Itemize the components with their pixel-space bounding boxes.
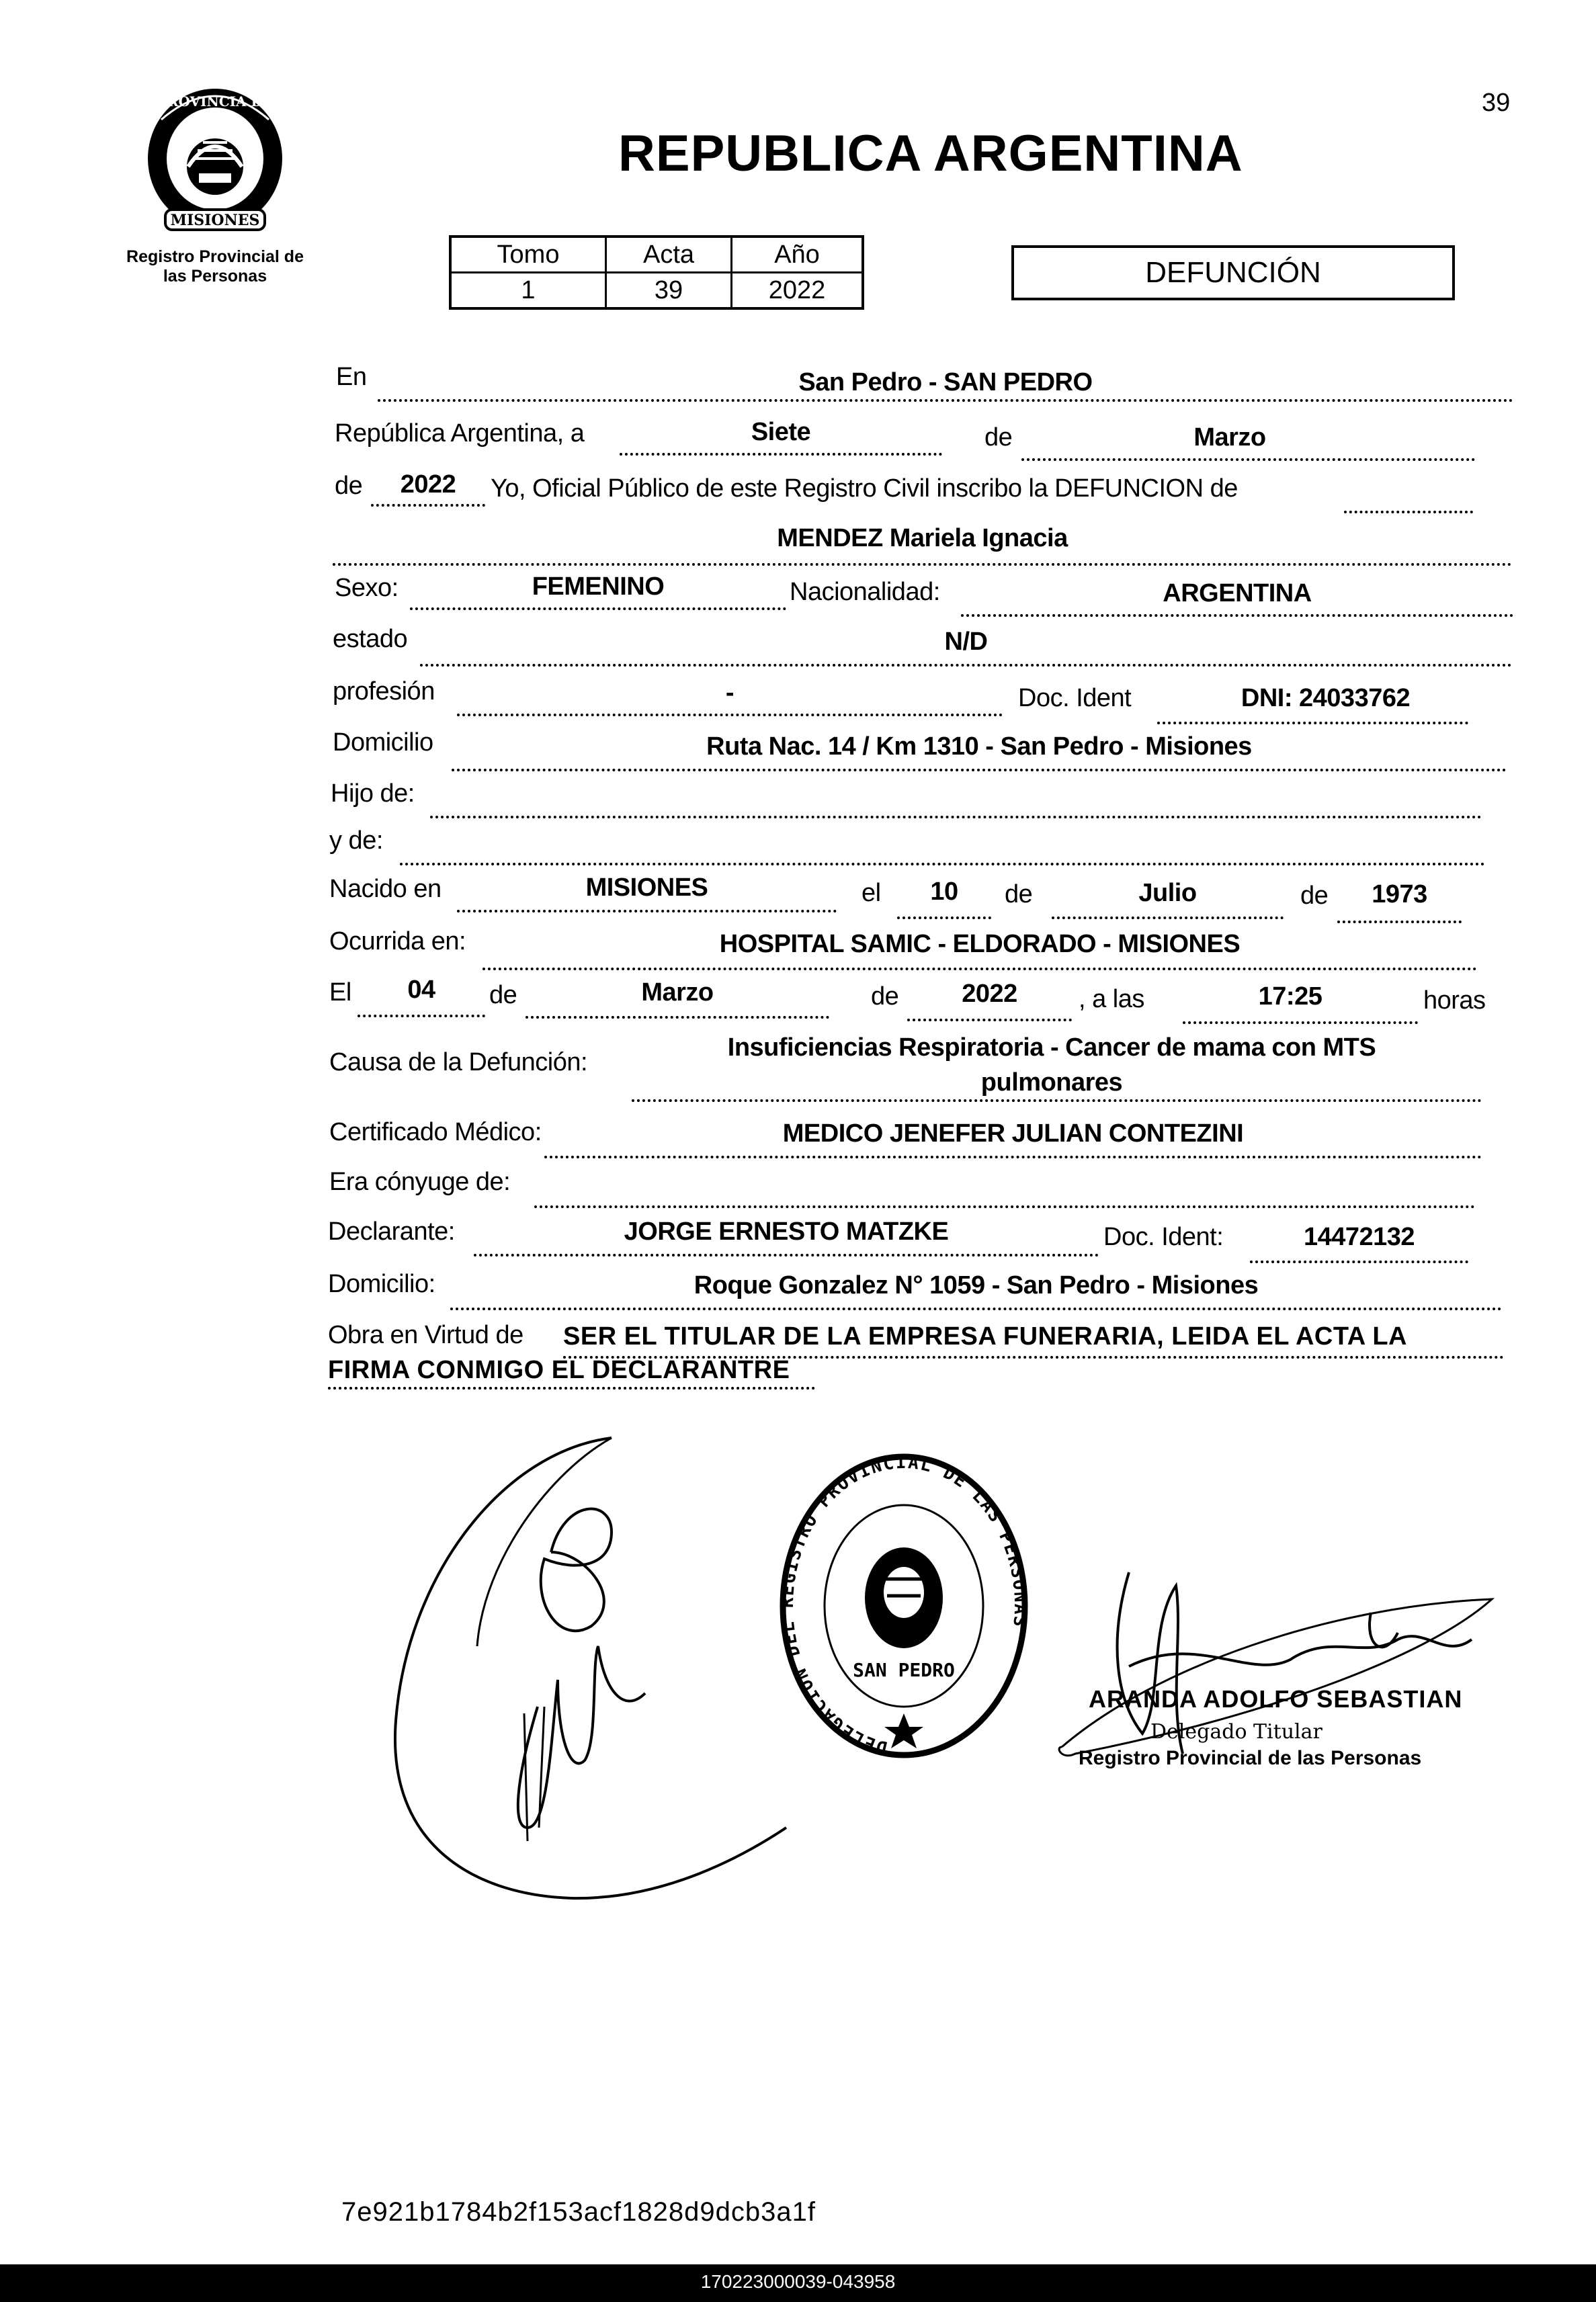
death-year-line: [907, 1019, 1072, 1021]
civil-status-line: [420, 664, 1512, 667]
anio-value: 2022: [732, 273, 864, 309]
officer-office: Registro Provincial de las Personas: [1079, 1747, 1422, 1769]
certificate-value: MEDICO JENEFER JULIAN CONTEZINI: [782, 1119, 1244, 1148]
born-day-value: 10: [930, 878, 958, 906]
footer-code: 170223000039-043958: [700, 2271, 896, 2292]
month-line: [1021, 458, 1475, 461]
spouse-line: [534, 1205, 1475, 1208]
declarant-doc-label: Doc. Ident:: [1103, 1223, 1224, 1251]
deceased-name-line: [333, 563, 1512, 566]
civil-status-value: N/D: [944, 628, 988, 656]
certificate-line: [544, 1156, 1482, 1158]
and-of-line: [400, 863, 1485, 865]
death-time-value: 17:25: [1258, 982, 1322, 1011]
and-of-label: y de:: [329, 826, 383, 855]
address-label: Domicilio: [333, 728, 433, 757]
registry-caption-line1: Registro Provincial de: [126, 247, 304, 266]
acta-header: Acta: [606, 237, 732, 273]
born-label: Nacido en: [329, 875, 442, 903]
born-month-line: [1052, 916, 1284, 919]
intro-text: Yo, Oficial Público de este Registro Civil inscribo la DEFUNCION de: [491, 474, 1238, 503]
year-line: [371, 504, 485, 507]
registry-caption: [108, 247, 323, 286]
born-year-line: [1337, 921, 1462, 923]
de-year-label: de: [335, 472, 363, 500]
month-value: Marzo: [1193, 423, 1266, 452]
born-month-value: Julio: [1138, 879, 1197, 907]
address-line: [452, 769, 1507, 771]
death-month-line: [526, 1016, 829, 1019]
document-hash: 7e921b1784b2f153acf1828d9dcb3a1f: [341, 2197, 816, 2227]
declarant-line: [474, 1254, 1099, 1256]
nationality-label: Nacionalidad:: [790, 578, 940, 606]
child-of-line: [430, 816, 1482, 818]
profession-label: profesión: [333, 677, 435, 706]
cause-line: [632, 1099, 1482, 1102]
de-label: de: [984, 423, 1013, 452]
death-day-line: [358, 1015, 485, 1017]
nationality-line: [961, 614, 1513, 617]
cause-label: Causa de la Defunción:: [329, 1048, 588, 1076]
el-label: el: [862, 879, 881, 907]
cause-line1: Insuficiencias Respiratoria - Cancer de mama con MTS: [727, 1033, 1376, 1062]
civil-status-label: estado: [333, 625, 408, 653]
page-number: 39: [1482, 89, 1511, 117]
volume-table: [449, 235, 864, 310]
hours-label: horas: [1423, 986, 1486, 1015]
declarant-doc-line: [1250, 1261, 1468, 1263]
deceased-name-value: MENDEZ Mariela Ignacia: [777, 524, 1068, 552]
occurred-line: [482, 968, 1477, 970]
born-day-line: [897, 916, 991, 919]
republic-label: República Argentina, a: [335, 419, 585, 447]
occurred-label: Ocurrida en:: [329, 927, 466, 955]
stamp-ring-text: DELEGACION DEL REGISTRO PROVINCIAL DE LAS PERSONAS: [777, 1452, 1031, 1758]
nationality-value: ARGENTINA: [1163, 579, 1312, 607]
en-label: En: [336, 363, 367, 391]
cause-line2: pulmonares: [980, 1068, 1123, 1097]
tomo-value: 1: [450, 273, 606, 309]
profession-value: -: [725, 679, 734, 707]
at-label: , a las: [1079, 985, 1144, 1013]
misiones-provincial-seal-icon: [141, 79, 289, 234]
year-value: 2022: [400, 470, 456, 499]
death-de2-label: de: [871, 982, 899, 1011]
anio-header: Año: [732, 237, 864, 273]
death-month-value: Marzo: [641, 978, 714, 1007]
occurred-value: HOSPITAL SAMIC - ELDORADO - MISIONES: [719, 930, 1241, 958]
death-year-value: 2022: [962, 980, 1017, 1008]
acta-value: 39: [606, 273, 732, 309]
death-el-label: El: [329, 978, 351, 1007]
officer-title: Delegado Titular: [1150, 1720, 1322, 1744]
obra-line2: FIRMA CONMIGO EL DECLARANTRE: [328, 1356, 790, 1384]
death-de-label: de: [489, 981, 517, 1009]
born-de2-label: de: [1300, 882, 1329, 910]
obra-line1: SER EL TITULAR DE LA EMPRESA FUNERARIA, LEIDA EL ACTA LA: [563, 1322, 1407, 1351]
doc-line: [1157, 722, 1468, 724]
intro-trailing-line: [1344, 511, 1473, 513]
registry-caption-line2: las Personas: [163, 267, 267, 286]
officer-signature-icon: [1048, 1532, 1532, 1814]
born-place-value: MISIONES: [585, 873, 708, 902]
declarant-label: Declarante:: [328, 1218, 455, 1246]
day-words-value: Siete: [751, 418, 811, 446]
death-day-value: 04: [407, 976, 435, 1004]
declarant-signature-icon: [383, 1424, 813, 1908]
obra-label: Obra en Virtud de: [328, 1321, 523, 1349]
tomo-header: Tomo: [450, 237, 606, 273]
place-value: San Pedro - SAN PEDRO: [798, 368, 1093, 396]
day-words-line: [620, 453, 942, 456]
declarant-address-value: Roque Gonzalez N° 1059 - San Pedro - Misiones: [694, 1271, 1259, 1299]
profession-line: [457, 714, 1003, 716]
certificate-label: Certificado Médico:: [329, 1118, 542, 1146]
death-time-line: [1183, 1021, 1418, 1024]
child-of-label: Hijo de:: [331, 779, 415, 808]
doc-label: Doc. Ident: [1018, 684, 1132, 712]
doc-value: DNI: 24033762: [1241, 684, 1411, 712]
declarant-doc-value: 14472132: [1303, 1223, 1415, 1251]
registry-delegation-stamp-icon: [773, 1445, 1035, 1760]
born-place-line: [457, 910, 837, 912]
declarant-value: JORGE ERNESTO MATZKE: [624, 1218, 949, 1246]
sex-line: [410, 607, 786, 610]
address-value: Ruta Nac. 14 / Km 1310 - San Pedro - Misiones: [706, 732, 1252, 761]
place-line: [378, 399, 1513, 402]
stamp-inner-text: SAN PEDRO: [853, 1659, 955, 1681]
born-year-value: 1973: [1372, 880, 1427, 908]
sex-label: Sexo:: [335, 574, 398, 602]
born-de-label: de: [1005, 880, 1033, 908]
sex-value: FEMENINO: [532, 572, 665, 601]
country-title: REPUBLICA ARGENTINA: [618, 125, 1243, 182]
officer-name: ARANDA ADOLFO SEBASTIAN: [1089, 1685, 1463, 1713]
logo-bottom-text: MISIONES: [170, 212, 260, 229]
logo-top-text: PROVINCIA DE: [157, 93, 274, 110]
document-type: DEFUNCIÓN: [1011, 245, 1455, 300]
declarant-address-label: Domicilio:: [328, 1270, 435, 1298]
obra-line2-underline: [328, 1387, 815, 1390]
spouse-label: Era cónyuge de:: [329, 1168, 511, 1196]
declarant-address-line: [450, 1308, 1502, 1310]
